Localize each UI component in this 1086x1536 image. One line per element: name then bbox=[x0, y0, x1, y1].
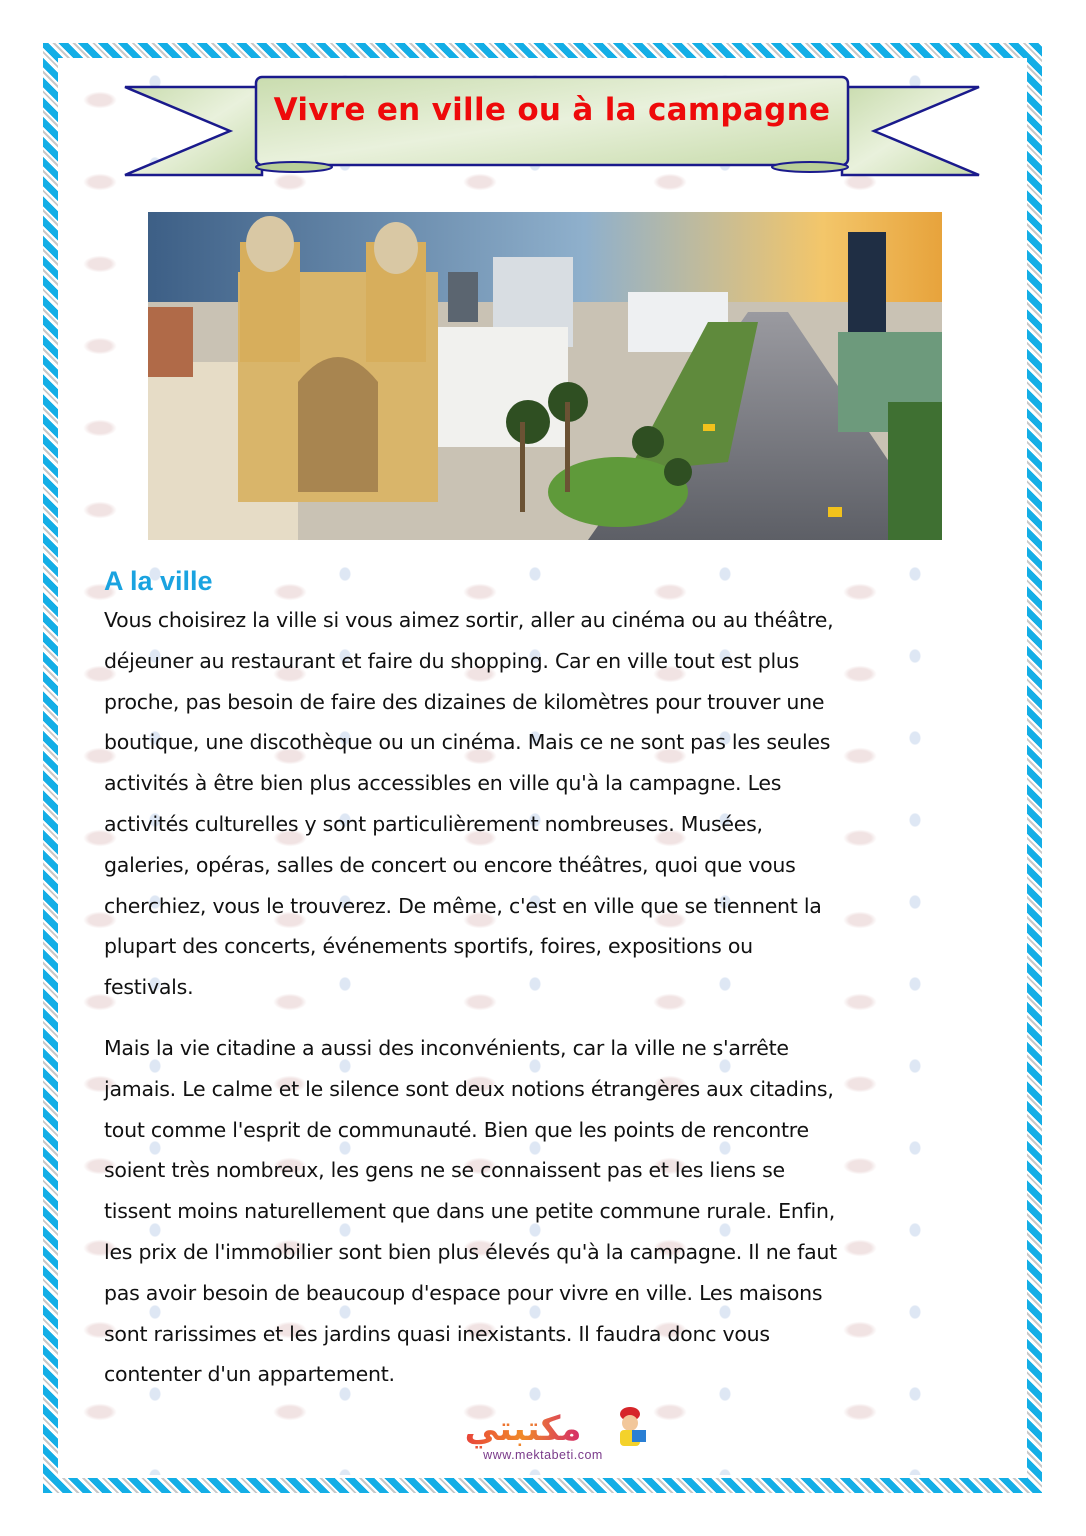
paragraph-1 bbox=[104, 600, 984, 1008]
text-line: sont rarissimes et les jardins quasi inexistants. Il faudra donc vous bbox=[104, 1321, 770, 1346]
text-line: les prix de l'immobilier sont bien plus élevés qu'à la campagne. Il ne faut bbox=[104, 1239, 837, 1264]
text-line: pas avoir besoin de beaucoup d'espace pour vivre en ville. Les maisons bbox=[104, 1280, 823, 1305]
paragraph-2 bbox=[104, 1028, 984, 1395]
text-line: festivals. bbox=[104, 975, 194, 1000]
text-line: activités culturelles y sont particulièrement nombreuses. Musées, bbox=[104, 811, 763, 836]
logo-graphic bbox=[438, 1404, 658, 1450]
city-photo bbox=[148, 212, 942, 540]
text-line: tout comme l'esprit de communauté. Bien que les points de rencontre bbox=[104, 1117, 809, 1142]
text-line: boutique, une discothèque ou un cinéma. Mais ce ne sont pas les seules bbox=[104, 730, 831, 755]
text-line: proche, pas besoin de faire des dizaines de kilomètres pour trouver une bbox=[104, 689, 825, 714]
text-line: cherchiez, vous le trouverez. De même, c'est en ville que se tiennent la bbox=[104, 893, 822, 918]
text-line: Mais la vie citadine a aussi des inconvénients, car la ville ne s'arrête bbox=[104, 1036, 789, 1060]
text-line: jamais. Le calme et le silence sont deux notions étrangères aux citadins, bbox=[104, 1076, 834, 1101]
text-line: plupart des concerts, événements sportifs, foires, expositions ou bbox=[104, 934, 753, 959]
text-line: contenter d'un appartement. bbox=[104, 1362, 395, 1387]
text-line: Vous choisirez la ville si vous aimez sortir, aller au cinéma ou au théâtre, bbox=[104, 608, 834, 632]
text-line: galeries, opéras, salles de concert ou encore théâtres, quoi que vous bbox=[104, 852, 796, 877]
text-line: déjeuner au restaurant et faire du shopping. Car en ville tout est plus bbox=[104, 648, 800, 673]
page-title: Vivre en ville ou à la campagne bbox=[273, 92, 831, 128]
child-reading-icon bbox=[620, 1407, 646, 1446]
text-line: soient très nombreux, les gens ne se connaissent pas et les liens se bbox=[104, 1158, 785, 1183]
svg-text:مكتبتي: مكتبتي bbox=[464, 1409, 582, 1449]
section-heading: A la ville bbox=[104, 566, 213, 596]
footer-logo bbox=[438, 1404, 658, 1476]
title-banner bbox=[122, 70, 982, 200]
city-photo-illustration bbox=[148, 212, 942, 540]
text-line: activités à être bien plus accessibles en ville qu'à la campagne. Les bbox=[104, 771, 782, 796]
logo-url: www.mektabeti.com bbox=[483, 1448, 603, 1462]
text-line: tissent moins naturellement que dans une petite commune rurale. Enfin, bbox=[104, 1199, 835, 1224]
